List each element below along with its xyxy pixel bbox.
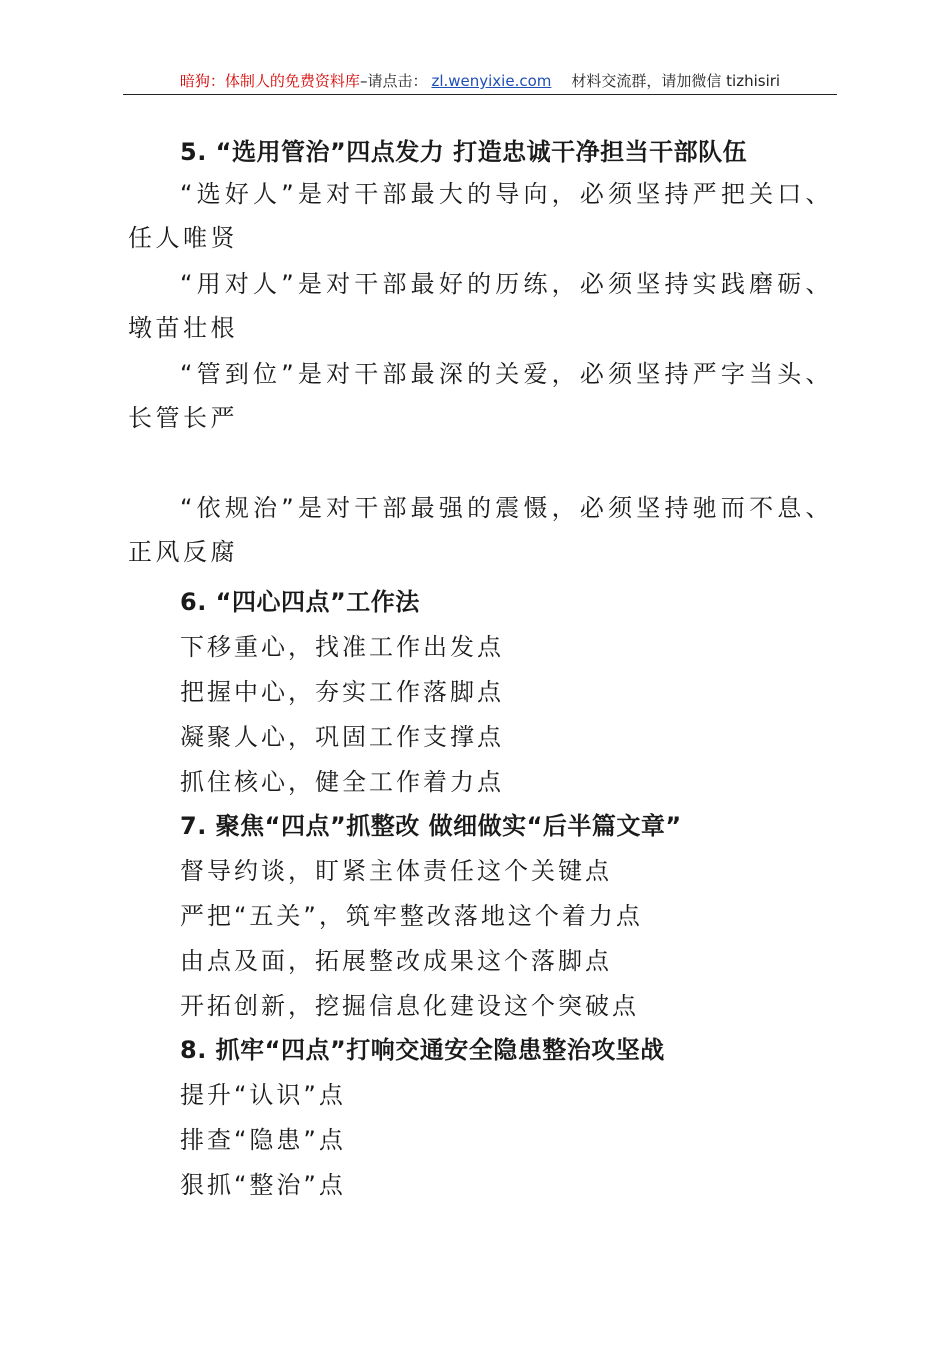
- paragraph: “选好人”是对干部最大的导向，必须坚持严把关口、任人唯贤: [128, 180, 833, 252]
- list-item: 狠抓“整治”点: [180, 1171, 346, 1199]
- list-item: 排查“隐患”点: [180, 1126, 346, 1154]
- section-heading: 8. 抓牢“四点”打响交通安全隐患整治攻坚战: [180, 1036, 665, 1064]
- header-brand-text: 暗狗：体制人的免费资料库: [179, 72, 360, 90]
- section-heading: 6. “四心四点”工作法: [180, 588, 420, 616]
- header-prompt-text: –请点击：: [359, 72, 428, 90]
- section-heading: 5. “选用管治”四点发力 打造忠诚干净担当干部队伍: [180, 138, 748, 166]
- header-link[interactable]: zl.wenyixie.com: [431, 72, 552, 90]
- list-item: 严把“五关”，筑牢整改落地这个着力点: [180, 902, 643, 930]
- list-item: 提升“认识”点: [180, 1081, 346, 1109]
- section-heading: 7. 聚焦“四点”抓整改 做细做实“后半篇文章”: [180, 812, 682, 840]
- list-item: 督导约谈，盯紧主体责任这个关键点: [180, 857, 612, 885]
- list-item: 由点及面，拓展整改成果这个落脚点: [180, 947, 612, 975]
- paragraph: “依规治”是对干部最强的震慑，必须坚持驰而不息、正风反腐: [128, 494, 833, 566]
- list-item: 凝聚人心，巩固工作支撑点: [180, 723, 504, 751]
- list-item: 开拓创新，挖掘信息化建设这个突破点: [180, 992, 639, 1020]
- header-wechat-text: 材料交流群，请加微信 tizhisiri: [571, 72, 781, 90]
- list-item: 抓住核心，健全工作着力点: [180, 768, 504, 796]
- page-header: [123, 68, 837, 95]
- paragraph: “管到位”是对干部最深的关爱，必须坚持严字当头、长管长严: [128, 360, 833, 432]
- list-item: 把握中心，夯实工作落脚点: [180, 678, 504, 706]
- paragraph: “用对人”是对干部最好的历练，必须坚持实践磨砺、墩苗壮根: [128, 270, 833, 342]
- list-item: 下移重心，找准工作出发点: [180, 633, 504, 661]
